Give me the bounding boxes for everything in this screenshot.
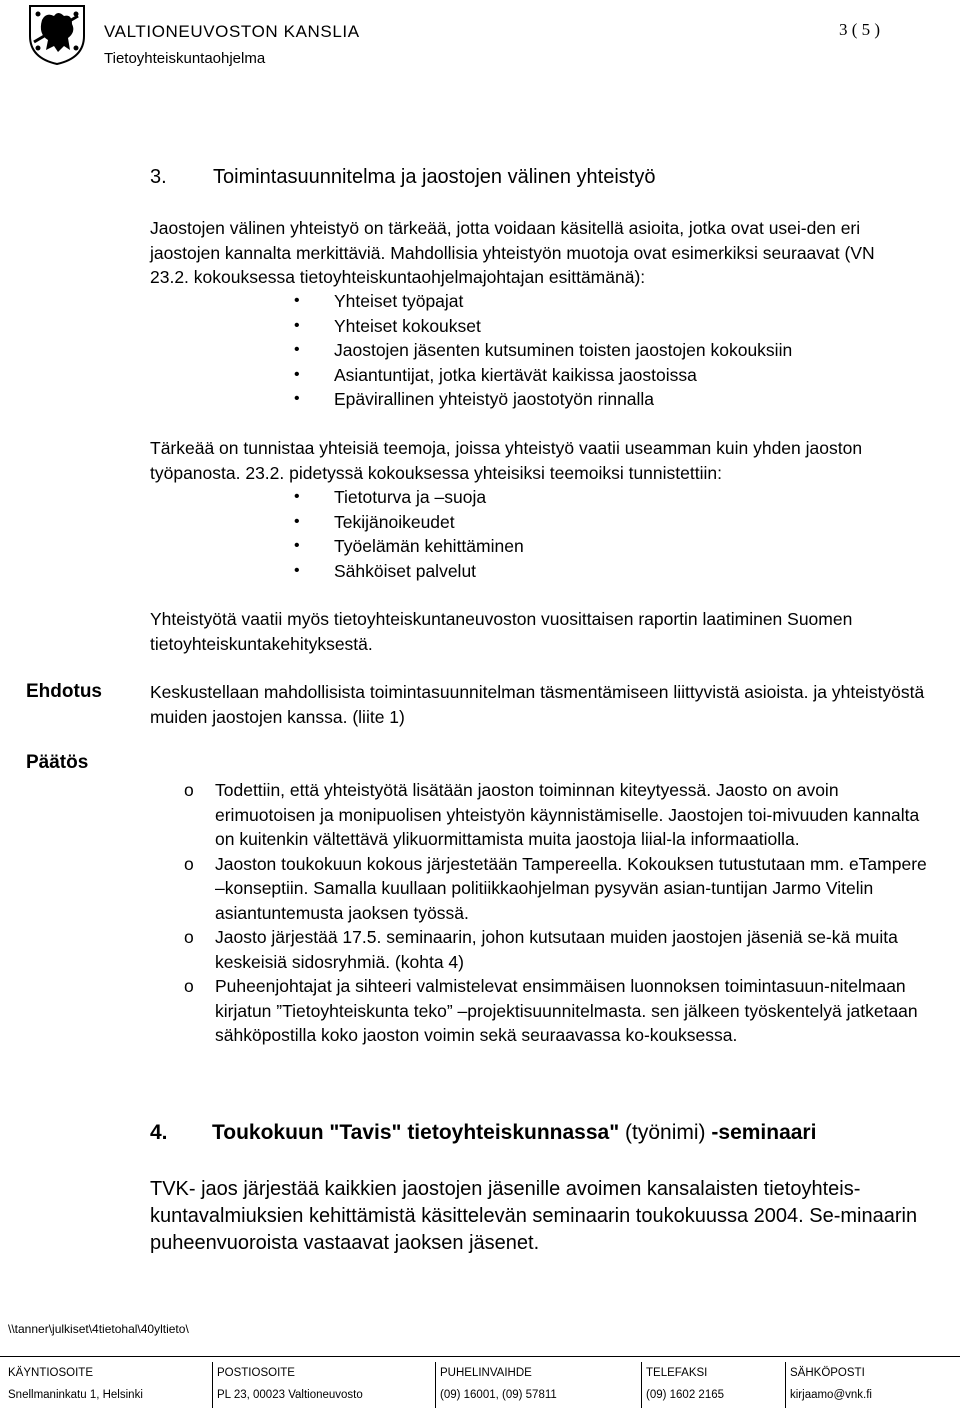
proposal-text: Keskustellaan mahdollisista toimintasuunnitelman täsmentämiseen liittyvistä asioista. ja yhteistyöstä muiden jaostojen kanssa. (liite 1) [150, 682, 925, 727]
section-4-title: Toukokuun "Tavis" tietoyhteiskunnassa" [212, 1121, 620, 1144]
list-item: • Tietoturva ja –suoja [150, 485, 950, 510]
decision-list [150, 778, 935, 1048]
section-4-title-note: (työnimi) [625, 1121, 706, 1144]
list-item: • Jaostojen jäsenten kutsuminen toisten jaostojen kokouksiin [150, 338, 950, 363]
list-item: • Epävirallinen yhteistyö jaostotyön rinnalla [150, 387, 950, 412]
list-item: • Sähköiset palvelut [150, 559, 950, 584]
list-item: o Puheenjohtajat ja sihteeri valmistelevat ensimmäisen luonnoksen toimintasuun-nitelmaan kirjatun ”Tietoyhteiskunta teko” –projektisuunnitelmasta. sen jälkeen työskentelyä jatketaan sähköpostilla koko jaoston voimin sekä seuraavassa ko-kouksessa. [150, 974, 935, 1048]
list-item: • Tekijänoikeudet [150, 510, 950, 535]
section-3-number: 3. [150, 166, 167, 188]
program-name: Tietoyhteiskuntaohjelma [104, 50, 266, 67]
footer-label: PUHELINVAIHDE [440, 1367, 532, 1379]
file-path: \\tanner\julkiset\4tietohal\40yltieto\ [8, 1322, 189, 1336]
section-3-title: Toimintasuunnitelma ja jaostojen välinen yhteistyö [213, 166, 656, 188]
footer-value: (09) 16001, (09) 57811 [440, 1389, 557, 1401]
footer-email [785, 1362, 955, 1408]
section-4-number: 4. [150, 1121, 168, 1144]
page-number: 3 ( 5 ) [839, 20, 881, 39]
footer-postal-address [212, 1362, 435, 1408]
footer-label: SÄHKÖPOSTI [790, 1367, 865, 1379]
list-item: • Asiantuntijat, jotka kiertävät kaikissa jaostoissa [150, 363, 950, 388]
section-4-title-suffix: -seminaari [711, 1121, 817, 1144]
cooperation-intro: Jaostojen välinen yhteistyö on tärkeää, jotta voidaan käsitellä asioita, jotka ovat usei-den eri jaostojen kannalta merkittäviä. Mahdollisia yhteistyön muotoja ovat esimerkiksi seuraavat (VN 23.2. kokouksessa tietoyhteiskuntaohjelmajohtajan esittämänä): [150, 218, 875, 287]
footer-value: kirjaamo@vnk.fi [790, 1389, 872, 1401]
section-3-heading [150, 166, 655, 189]
footer-divider [0, 1356, 960, 1357]
organization-name: VALTIONEUVOSTON KANSLIA [104, 22, 360, 41]
footer-label: KÄYNTIOSOITE [8, 1367, 93, 1379]
list-item: • Yhteiset työpajat [150, 289, 950, 314]
footer-label: POSTIOSOITE [217, 1367, 295, 1379]
footer-fax [641, 1362, 784, 1408]
footer-value: Snellmaninkatu 1, Helsinki [8, 1389, 143, 1401]
list-item: o Jaoston toukokuun kokous järjestetään Tampereella. Kokouksen tutustutaan mm. eTampere –konseptiin. Samalla kuullaan politiikkaohjelman pysyvän asian-tuntijan Jarmo Vitelin asiantuntemusta jaoksen työssä. [150, 852, 935, 926]
footer-switchboard [435, 1362, 640, 1408]
report-paragraph: Yhteistyötä vaatii myös tietoyhteiskuntaneuvoston vuosittaisen raportin laatiminen Suomen tietoyhteiskuntakehityksestä. [150, 609, 853, 654]
footer-visiting-address [8, 1362, 208, 1408]
proposal-label: Ehdotus [26, 681, 102, 702]
coat-of-arms-logo [24, 2, 90, 66]
decision-label: Päätös [26, 752, 89, 773]
themes-list [150, 485, 950, 583]
footer-value: PL 23, 00023 Valtioneuvosto [217, 1389, 363, 1401]
footer-label: TELEFAKSI [646, 1367, 708, 1379]
themes-intro: Tärkeää on tunnistaa yhteisiä teemoja, joissa yhteistyö vaatii useamman kuin yhden jaoston työpanosta. 23.2. pidetyssä kokouksessa yhteisiksi teemoiksi tunnistettiin: [150, 438, 863, 483]
list-item: • Työelämän kehittäminen [150, 534, 950, 559]
section-4-heading [150, 1121, 816, 1145]
list-item: o Jaosto järjestää 17.5. seminaarin, johon kutsutaan muiden jaostojen jäseniä se-kä muita keskeisiä sidosryhmiä. (kohta 4) [150, 925, 935, 974]
seminar-paragraph: TVK- jaos järjestää kaikkien jaostojen jäsenille avoimen kansalaisten tietoyhteis-kuntavalmiuksien kehittämistä käsittelevän seminaarin toukokuussa 2004. Se-minaarin puheenvuoroista vastaavat jaoksen jäsenet. [150, 1178, 918, 1254]
footer-value: (09) 1602 2165 [646, 1389, 725, 1401]
list-item: • Yhteiset kokoukset [150, 314, 950, 339]
list-item: o Todettiin, että yhteistyötä lisätään jaoston toiminnan kiteytyessä. Jaosto on avoin erimuotoisen ja monipuolisen yhteistyön käynnistämiselle. Jaostojen toi-mivuuden kannalta on kuitenkin vältettävä ylikuormittamista muita jaostoja liial-la informaatiolla. [150, 778, 935, 852]
cooperation-forms-list [150, 289, 950, 412]
